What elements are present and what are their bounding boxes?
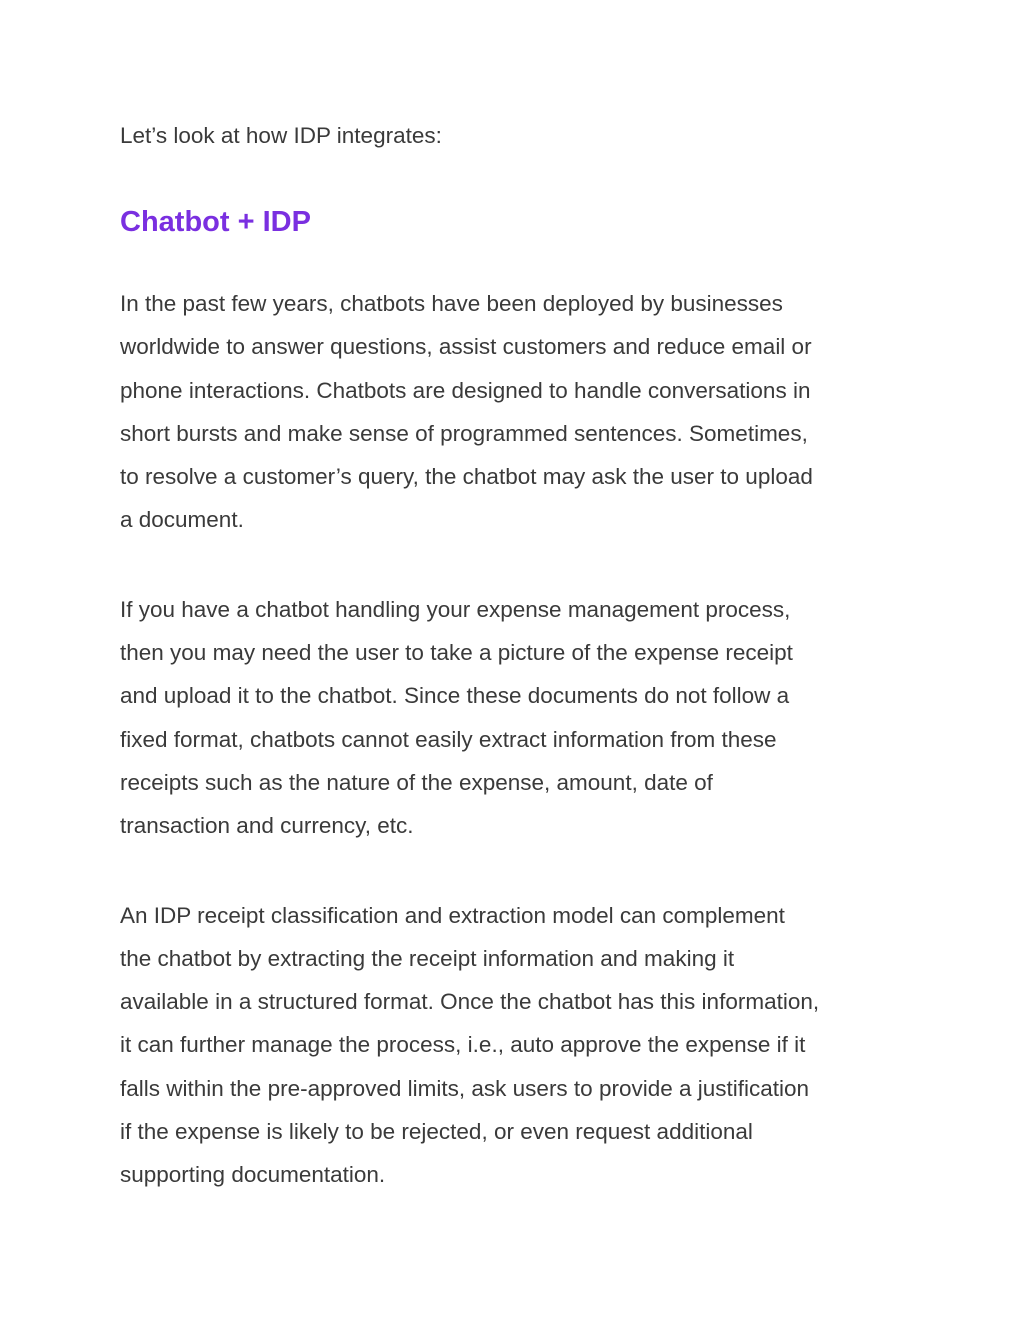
intro-text: Let’s look at how IDP integrates: [120, 123, 442, 148]
paragraph-expense-chatbot: If you have a chatbot handling your expense management process, then you may need the user to take a picture of the expense receipt and upload it to the chatbot. Since these documents do not follow a fixed format, chatbots cannot easily extract information from these receipts such as the nature of the expense, amount, date of transaction and currency, etc. [120, 596, 793, 839]
paragraph-idp-complement: An IDP receipt classification and extraction model can complement the chatbot by extracting the receipt information and making it available in a structured format. Once the chatbot has this information, it can further manage the process, i.e., auto approve the expense if it falls within the pre-approved limits, ask users to provide a justification if the expense is likely to be rejected, or even request additional supporting documentation. [120, 902, 820, 1188]
section-heading: Chatbot + IDP [120, 206, 311, 238]
paragraph-chatbot-overview: In the past few years, chatbots have been deployed by businesses worldwide to answer questions, assist customers and reduce email or phone interactions. Chatbots are designed to handle conversations in short bursts and make sense of programmed sentences. Sometimes, to resolve a customer’s query, the chatbot may ask the user to upload a document. [120, 291, 813, 533]
document-body [120, 118, 910, 1197]
